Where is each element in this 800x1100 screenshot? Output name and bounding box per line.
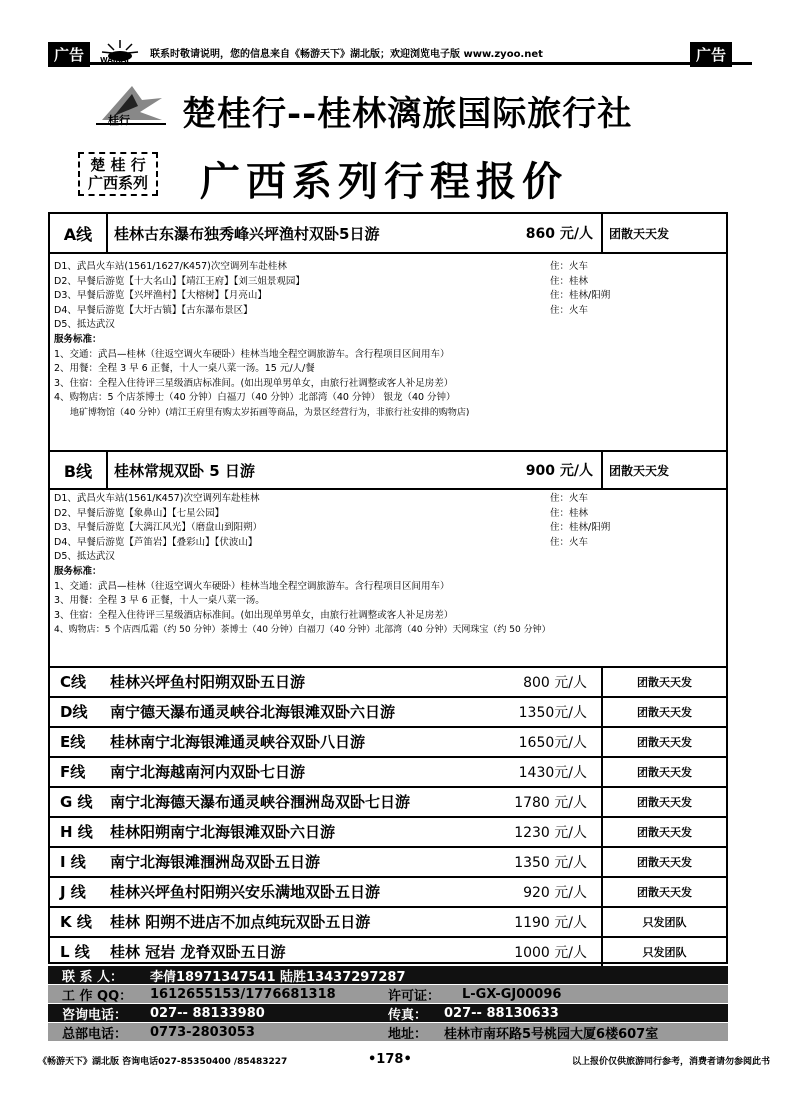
- route-a-day-3: [54, 289, 722, 304]
- ad-label-right: 广告: [690, 42, 732, 67]
- route-row: [50, 756, 726, 786]
- route-code: I 线: [60, 853, 86, 872]
- contact-label: 总部电话：: [62, 1026, 128, 1042]
- contact-label: 传真：: [388, 1007, 428, 1023]
- route-a-schedule: 团散天天发: [601, 214, 726, 252]
- day-stay: 住：桂林/阳朔: [550, 522, 611, 534]
- route-a-service-5: 地矿博物馆（40 分钟）(靖江王府里有购太岁拓画等商品，为景区经营行为，非旅行社安排的购物店): [70, 407, 470, 418]
- route-name: 南宁德天瀑布通灵峡谷北海银滩双卧六日游: [110, 703, 396, 722]
- route-schedule: 团散天天发: [601, 728, 726, 756]
- route-row: [50, 906, 726, 936]
- route-a-header: [50, 214, 726, 254]
- day-text: D2、早餐后游览【十大名山】【靖江王府】【刘三姐景观园】: [54, 275, 305, 287]
- route-a-service-2: 2、用餐：全程 3 早 6 正餐，十人一桌八菜一汤。15 元/人/餐: [54, 363, 315, 375]
- route-schedule: 团散天天发: [601, 788, 726, 816]
- day-stay: 住：火车: [550, 493, 589, 504]
- route-row: [50, 876, 726, 906]
- route-name: 桂林南宁北海银滩通灵峡谷双卧八日游: [110, 733, 366, 752]
- route-b-service-4: 4、购物店：5 个店西瓜霜（约 50 分钟）茶博士（40 分钟）白福刀（40 分钟）北部湾（40 分钟）天网珠宝（约 50 分钟）: [54, 625, 551, 636]
- route-a-details: [54, 260, 722, 421]
- contact-value: 027-- 88130633: [444, 1005, 559, 1021]
- day-stay: 住：火车: [550, 261, 589, 272]
- route-row: [50, 786, 726, 816]
- day-stay: 住：火车: [550, 536, 589, 548]
- route-b-day-3: [54, 521, 722, 536]
- contact-label: 地址：: [388, 1026, 428, 1042]
- contact-value: 桂林市南环路5号桃园大厦6楼607室: [444, 1026, 659, 1042]
- route-price: 800 元/人: [523, 674, 587, 691]
- route-name: 桂林 冠岩 龙脊双卧五日游: [110, 943, 286, 962]
- route-a-service-3: 3、住宿：全程入住待评三星级酒店标准间。(如出现单男单女，由旅行社调整或客人补足房差）: [54, 377, 454, 389]
- route-code: C线: [60, 673, 87, 692]
- route-a-day-5: [54, 318, 722, 333]
- route-row: [50, 846, 726, 876]
- route-price: 920 元/人: [523, 884, 587, 901]
- day-text: D5、抵达武汉: [54, 319, 115, 331]
- route-b-name: 桂林常规双卧 5 日游: [114, 461, 255, 480]
- route-name: 南宁北海德天瀑布通灵峡谷涠洲岛双卧七日游: [110, 793, 411, 812]
- day-text: D3、早餐后游览【大漓江风光】（磨盘山到阳朔）: [54, 522, 263, 534]
- route-schedule: 团散天天发: [601, 878, 726, 906]
- route-code: L 线: [60, 943, 90, 962]
- footer-publisher: 《畅游天下》湖北版 咨询电话027-85350400 /85483227: [38, 1057, 288, 1067]
- route-b-service-1: 1、交通：武昌—桂林（往返空调火车硬卧）桂林当地全程空调旅游车。含行程项目区间用车）: [54, 580, 450, 592]
- itinerary-table: [48, 212, 728, 964]
- agency-name: 楚桂行--桂林漓旅国际旅行社: [182, 94, 633, 134]
- route-code: D线: [60, 703, 88, 722]
- agency-logo-caption: 桂行: [108, 114, 130, 127]
- route-b-header: [50, 450, 726, 490]
- route-a-day-2: [54, 275, 722, 290]
- route-row: [50, 696, 726, 726]
- contact-label: 联 系 人：: [62, 969, 124, 985]
- route-a-service-title: 服务标准：: [54, 333, 102, 345]
- route-price: 1650元/人: [518, 734, 587, 751]
- page-number: •178•: [368, 1052, 412, 1067]
- route-name: 南宁北海银滩涠洲岛双卧五日游: [110, 853, 321, 872]
- day-stay: 住：桂林: [550, 275, 589, 287]
- day-text: D1、武昌火车站(1561/1627/K457)次空调列车赴桂林: [54, 261, 287, 272]
- route-price: 1350 元/人: [514, 854, 587, 871]
- route-a-code: A线: [50, 214, 108, 252]
- contact-label: 许可证：: [388, 988, 441, 1004]
- day-text: D5、抵达武汉: [54, 551, 115, 563]
- route-b-schedule: 团散天天发: [601, 452, 726, 488]
- route-a-service-1: 1、交通：武昌—桂林（往返空调火车硬卧）桂林当地全程空调旅游车。含行程项目区间用车）: [54, 348, 450, 360]
- series-box-line2: 广西系列: [88, 174, 149, 192]
- day-text: D4、早餐后游览【大圩古镇】【古东瀑布景区】: [54, 304, 253, 316]
- route-code: H 线: [60, 823, 93, 842]
- route-price: 1000 元/人: [514, 944, 587, 961]
- contact-label: 工 作 QQ：: [62, 988, 133, 1004]
- route-b-day-1: [54, 492, 722, 507]
- route-a-service-4: 4、购物店：5 个店茶博士（40 分钟）白福刀（40 分钟）北部湾（40 分钟） 银龙（40 分钟）: [54, 392, 456, 404]
- day-stay: 住：火车: [550, 304, 589, 316]
- route-name: 桂林兴坪鱼村阳朔兴安乐满地双卧五日游: [110, 883, 381, 902]
- contact-value: 027-- 88133980: [150, 1005, 265, 1021]
- route-row: [50, 666, 726, 696]
- contact-value: L-GX-GJ00096: [462, 986, 562, 1002]
- route-row: [50, 726, 726, 756]
- contact-value: 李倩18971347541 陆胜13437297287: [150, 969, 406, 985]
- route-schedule: 团散天天发: [601, 698, 726, 726]
- route-code: K 线: [60, 913, 92, 932]
- route-code: J 线: [60, 883, 86, 902]
- footer-disclaimer: 以上报价仅供旅游同行参考，消费者请勿参阅此书: [571, 1057, 770, 1067]
- series-box-line1: 楚 桂 行: [90, 156, 146, 174]
- route-b-service-title: 服务标准：: [54, 565, 102, 577]
- route-schedule: 团散天天发: [601, 758, 726, 786]
- route-b-price: 900 元/人: [525, 463, 593, 479]
- route-price: 1230 元/人: [514, 824, 587, 841]
- route-b-details: [54, 492, 722, 638]
- header-rule: [48, 62, 752, 65]
- route-name: 桂林阳朔南宁北海银滩双卧六日游: [110, 823, 336, 842]
- ad-label-left: 广告: [48, 42, 90, 67]
- contact-row-qq: [48, 985, 728, 1003]
- brand-caption: WAIKAI: [100, 56, 129, 64]
- route-name: 桂林 阳朔不进店不加点纯玩双卧五日游: [110, 913, 371, 932]
- route-b-service-2: 3、用餐：全程 3 早 6 正餐，十人一桌八菜一汤。: [54, 595, 265, 607]
- route-price: 1350元/人: [518, 704, 587, 721]
- contact-row-phone: [48, 1004, 728, 1022]
- route-schedule: 团散天天发: [601, 668, 726, 696]
- route-b-code: B线: [50, 452, 108, 488]
- day-text: D4、早餐后游览【芦笛岩】【叠彩山】【伏波山】: [54, 536, 258, 548]
- contact-label: 咨询电话：: [62, 1007, 128, 1023]
- contact-row-hq: [48, 1023, 728, 1041]
- contact-row-people: [48, 966, 728, 984]
- route-code: G 线: [60, 793, 93, 812]
- route-b-day-2: [54, 507, 722, 522]
- route-name: 桂林兴坪鱼村阳朔双卧五日游: [110, 673, 306, 692]
- day-text: D3、早餐后游览【兴坪渔村】【大榕树】【月亮山】: [54, 290, 267, 302]
- route-schedule: 只发团队: [601, 908, 726, 936]
- route-price: 1430元/人: [518, 764, 587, 781]
- route-code: E线: [60, 733, 86, 752]
- day-stay: 住：桂林: [550, 507, 589, 519]
- route-row: [50, 816, 726, 846]
- route-code: F线: [60, 763, 86, 782]
- route-b-day-5: [54, 550, 722, 565]
- day-stay: 住：桂林/阳朔: [550, 290, 611, 302]
- route-schedule: 团散天天发: [601, 818, 726, 846]
- route-b-service-3: 3、住宿：全程入住待评三星级酒店标准间。(如出现单男单女，由旅行社调整或客人补足房差）: [54, 609, 454, 621]
- route-name: 南宁北海越南河内双卧七日游: [110, 763, 306, 782]
- route-schedule: 只发团队: [601, 938, 726, 966]
- route-price: 1780 元/人: [514, 794, 587, 811]
- page-title: 广西系列行程报价: [200, 158, 568, 205]
- contact-value: 0773-2803053: [150, 1024, 255, 1040]
- header-notice: 联系时敬请说明，您的信息来自《畅游天下》湖北版；欢迎浏览电子版 www.zyoo.net: [150, 49, 543, 60]
- route-row: [50, 936, 726, 966]
- agency-logo-icon: [92, 76, 170, 134]
- day-text: D2、早餐后游览【象鼻山】【七星公园】: [54, 507, 225, 519]
- route-a-price: 860 元/人: [525, 226, 593, 242]
- day-text: D1、武昌火车站(1561/K457)次空调列车赴桂林: [54, 493, 260, 504]
- contact-value: 1612655153/1776681318: [150, 986, 336, 1002]
- route-a-name: 桂林古东瀑布独秀峰兴坪渔村双卧5日游: [114, 224, 380, 243]
- route-a-day-1: [54, 260, 722, 275]
- series-box: [78, 152, 158, 196]
- route-price: 1190 元/人: [514, 914, 587, 931]
- route-b-day-4: [54, 536, 722, 551]
- route-a-day-4: [54, 304, 722, 319]
- route-schedule: 团散天天发: [601, 848, 726, 876]
